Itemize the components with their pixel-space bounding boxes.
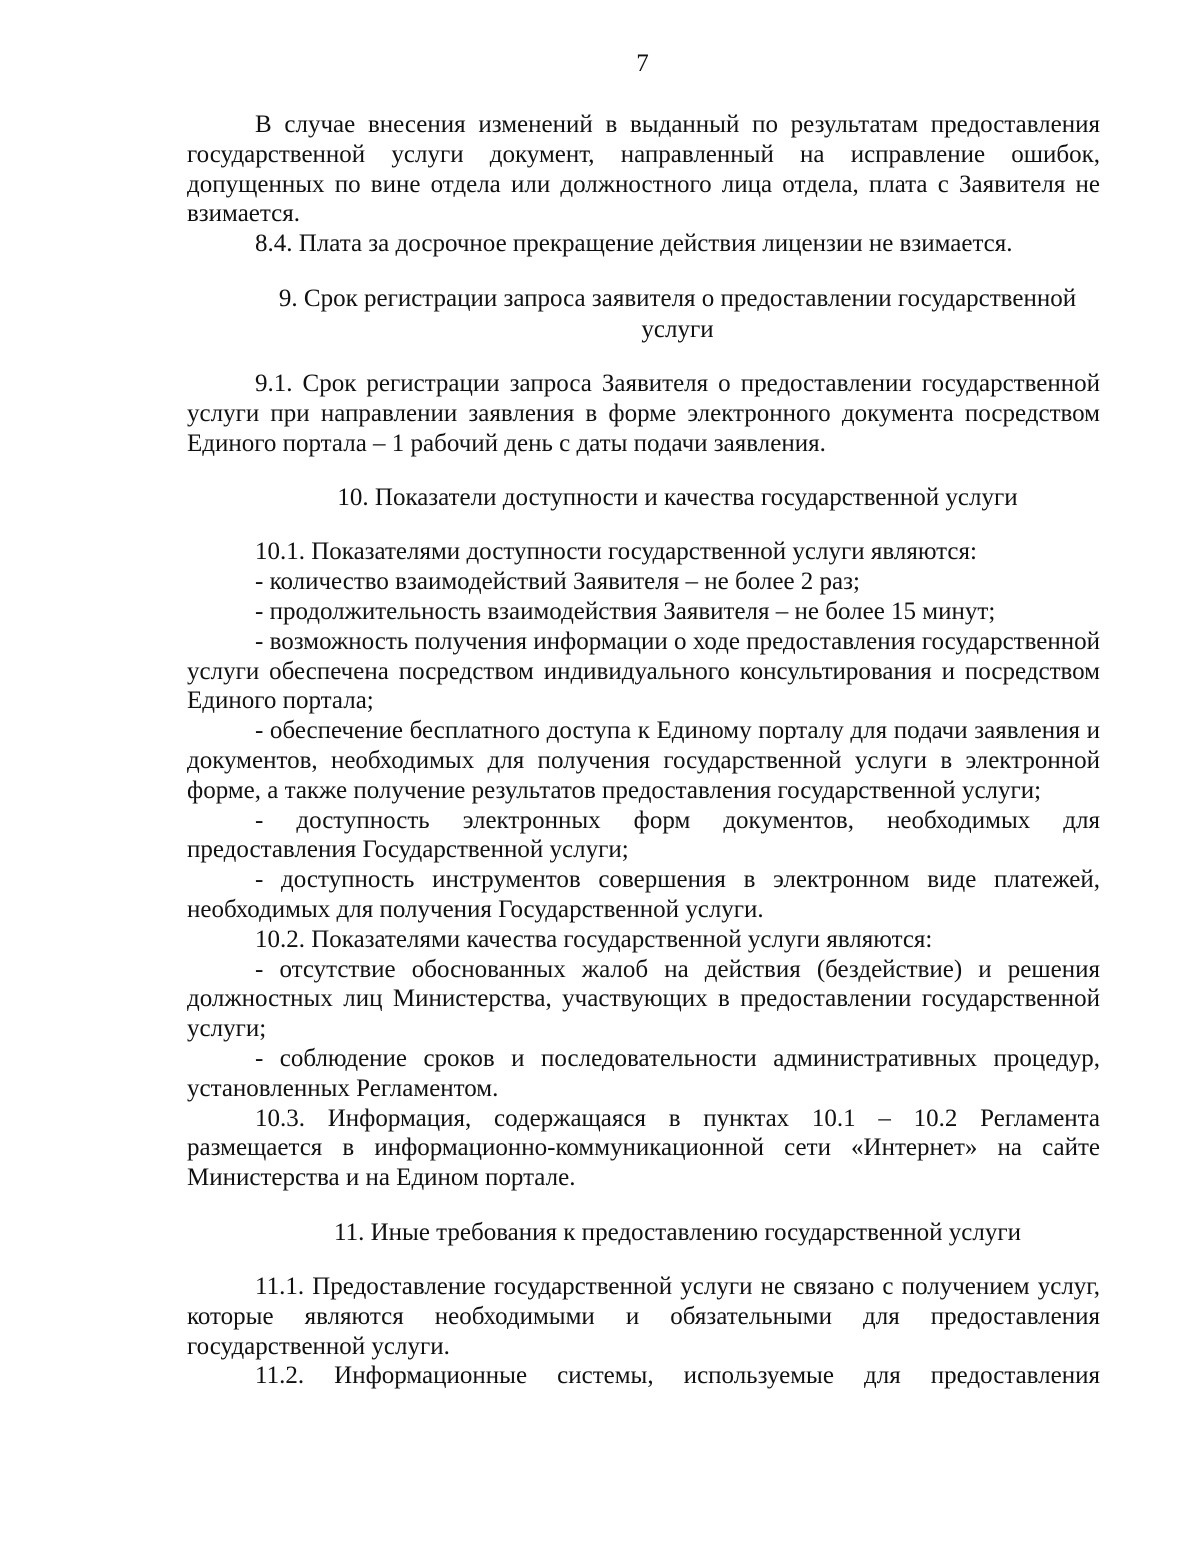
paragraph-11-1: 11.1. Предоставление государственной услуги не связано с получением услуг, которые являются необходимыми и обязательными для предоставления государственной услуги. (187, 1272, 1100, 1360)
list-item-free-portal-access: - обеспечение бесплатного доступа к Единому порталу для подачи заявления и документов, необходимых для получения государственной услуги в электронной форме, а также получение результатов предоставления государственной услуги; (187, 717, 1100, 804)
paragraph-9-1: 9.1. Срок регистрации запроса Заявителя о предоставлении государственной услуги при направлении заявления в форме электронного документа посредством Единого портала – 1 рабочий день с даты подачи заявления. (187, 369, 1100, 457)
paragraph-10-1: 10.1. Показателями доступности государственной услуги являются: (255, 538, 977, 566)
document-body (187, 110, 1100, 1391)
paragraph-10-3: 10.3. Информация, содержащаяся в пунктах 10.1 – 10.2 Регламента размещается в информационно-коммуникационной сети «Интернет» на сайте Министерства и на Едином портале. (187, 1104, 1100, 1192)
page-number: 7 (636, 50, 649, 77)
list-item-electronic-forms: - доступность электронных форм документов, необходимых для предоставления Государственной услуги; (187, 806, 1100, 864)
paragraph-11-2: 11.2. Информационные системы, используемые для предоставления (255, 1362, 1100, 1390)
section-heading-10: 10. Показатели доступности и качества государственной услуги (337, 484, 1018, 512)
list-item-interaction-duration: - продолжительность взаимодействия Заявителя – не более 15 минут; (255, 597, 996, 625)
list-item-deadlines-compliance: - соблюдение сроков и последовательности административных процедур, установленных Регламентом. (187, 1044, 1100, 1102)
list-item-electronic-payments: - доступность инструментов совершения в электронном виде платежей, необходимых для получения Государственной услуги. (187, 866, 1100, 923)
paragraph-10-2: 10.2. Показателями качества государственной услуги являются: (255, 925, 933, 953)
section-heading-11: 11. Иные требования к предоставлению государственной услуги (334, 1218, 1021, 1246)
list-item-no-complaints: - отсутствие обоснованных жалоб на действия (бездействие) и решения должностных лиц Министерства, участвующих в предоставлении государственной услуги; (187, 955, 1100, 1043)
section-heading-9: 9. Срок регистрации запроса заявителя о предоставлении государственной услуги (278, 284, 1077, 343)
paragraph-8-4: 8.4. Плата за досрочное прекращение действия лицензии не взимается. (255, 230, 1013, 258)
list-item-interaction-count: - количество взаимодействий Заявителя – не более 2 раз; (255, 568, 860, 596)
list-item-info-availability: - возможность получения информации о ходе предоставления государственной услуги обеспечена посредством индивидуального консультирования и посредством Единого портала; (187, 627, 1100, 715)
paragraph-fee-exemption-corrections: В случае внесения изменений в выданный по результатам предоставления государственной услуги документ, направленный на исправление ошибок, допущенных по вине отдела или должностного лица отдела, плата с Заявителя не взимается. (187, 111, 1100, 228)
